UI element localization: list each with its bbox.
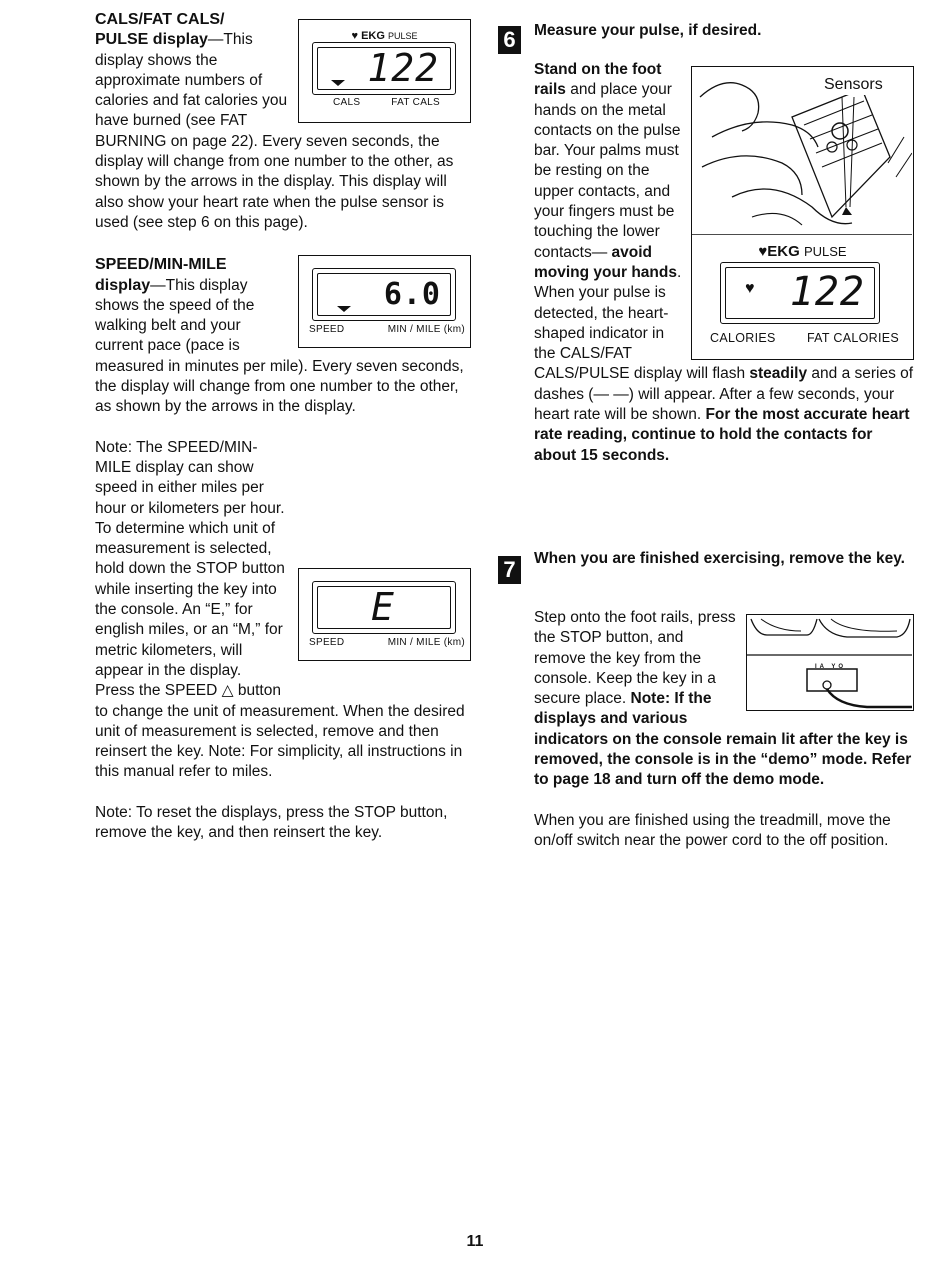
key-figure-label: IA YO <box>815 664 847 670</box>
cals-display-figure <box>298 19 471 123</box>
pulse-figure-value: 122 <box>789 269 865 315</box>
pulse-figure-caption-right: FAT CALORIES <box>806 331 899 345</box>
toggle-arrow-icon <box>331 80 345 86</box>
step-6-number: 6 <box>503 27 516 52</box>
speed-text: —This display shows the speed of the walking belt and your current pace (pace is measured in minutes per mile). Every seven seconds, the display will change from one number to the other, as shown by the arrows in the display. <box>95 276 464 416</box>
speed-section <box>95 255 475 417</box>
step-6-end-1: . <box>676 263 682 281</box>
unit-display-figure <box>298 568 471 661</box>
sensors-label: Sensors <box>822 75 885 95</box>
cals-lcd <box>312 42 456 95</box>
cals-dash: —This <box>207 31 253 49</box>
cals-value: 122 <box>367 46 439 90</box>
speed-caption <box>309 324 465 336</box>
pulse-sensor-figure <box>691 66 914 360</box>
pulse-label: PULSE <box>387 31 418 41</box>
step-6-bold-1: Stand on the foot rails <box>534 61 662 99</box>
speed-value: 6.0 <box>383 277 441 313</box>
unit-caption <box>309 637 465 649</box>
step-7-title-text: When you are finished exercising, remove the key. <box>534 550 905 567</box>
ekg-label: ♥ EKG <box>351 30 385 42</box>
step-6-text-3: and a series of dashes (— —) will appear. After a few seconds, your heart rate will be shown. <box>534 365 914 424</box>
speed-caption-left: SPEED <box>309 324 345 336</box>
step-6-body <box>534 60 914 466</box>
step-7-badge <box>498 556 521 584</box>
unit-value: E <box>371 584 395 629</box>
pulse-figure-lcd <box>720 262 880 324</box>
step-7-bold-1: Note: If the displays and various indicators on the console remain lit after the key is removed, the console is in the “demo” mode. Refer to page 18 and turn off the demo mode. <box>534 690 912 789</box>
step-6-badge <box>498 26 521 54</box>
speed-heading: SPEED/MIN-MILE <box>95 256 227 274</box>
speed-display-figure <box>298 255 471 348</box>
cals-section <box>95 10 475 233</box>
cals-heading: CALS/FAT CALS/ <box>95 11 225 28</box>
heart-indicator-icon: ♥ <box>745 280 755 297</box>
note1-section <box>95 438 475 783</box>
step-7-body <box>534 608 914 851</box>
speed-heading-2: display <box>95 276 151 294</box>
step-7-text-1: Step onto the foot rails, press the STOP button, and remove the key from the console. Keep the key in a secure place. <box>534 609 736 708</box>
step-7-title <box>534 549 914 569</box>
cals-caption <box>333 97 440 109</box>
step-6-text-2: When your pulse is detected, the heart-shaped indicator in the CALS/FAT CALS/PULSE display will flash <box>534 284 746 383</box>
unit-caption-left: SPEED <box>309 636 345 648</box>
pulse-figure-caption-left: CALORIES <box>710 331 776 345</box>
key-removal-figure <box>746 614 914 711</box>
step-6-bold-2: avoid moving your hands <box>534 243 677 281</box>
pulse-figure-ekg-row <box>692 242 913 262</box>
cals-caption-right: FAT CALS <box>391 97 440 108</box>
step-6-title <box>534 21 914 41</box>
step-6-text-1: and place your hands on the metal contacts on the pulse bar. Your palms must be resting on the upper contacts, and your fingers must be touching the lower contacts— <box>534 81 681 261</box>
left-column <box>95 10 475 843</box>
pulse-figure-pulse: PULSE <box>803 244 847 259</box>
note2-text: Note: To reset the displays, press the STOP button, remove the key, and then reinsert the key. <box>95 803 448 841</box>
unit-lcd <box>312 581 456 634</box>
step-7-number: 7 <box>503 557 516 582</box>
pulse-figure-caption <box>710 331 899 345</box>
step-6-bold-4: For the most accurate heart rate reading, continue to hold the contacts for about 15 seconds. <box>534 406 910 464</box>
step-6-bold-3: steadily <box>749 365 808 383</box>
toggle-arrow-icon <box>337 306 351 312</box>
speed-lcd <box>312 268 456 321</box>
speed-caption-right: MIN / MILE (km) <box>387 324 465 336</box>
cals-text: display shows the approximate numbers of calories and fat calories you have burned (see FAT BURNING on page 22). Every seven seconds, the display will change from one number to the other, as shown by the arrows in the display. This display will also show your heart rate when the pulse sensor is used (see step 6 on this page). <box>95 51 454 231</box>
page-number: 11 <box>466 1233 484 1250</box>
pulse-figure-ekg: ♥EKG <box>758 243 800 260</box>
cals-heading-2: PULSE display <box>95 31 208 49</box>
note1-text: Note: The SPEED/MIN-MILE display can show speed in either miles per hour or kilometers per hour. To determine which unit of measurement is selected, hold down the STOP button while inserting the key into the console. An “E,” for english miles, or an “M,” for metric kilometers, will appear in the display. Press the SPEED △ button to change the unit of measurement. When the desired unit of measurement is selected, remove and then reinsert the key. Note: For simplicity, all instructions in this manual refer to miles. <box>95 438 465 781</box>
step-7-paragraph-2: When you are finished using the treadmill, move the on/off switch near the power cord to the off position. <box>534 811 891 849</box>
cals-caption-left: CALS <box>333 97 361 108</box>
unit-caption-right: MIN / MILE (km) <box>387 636 465 648</box>
step-6-title-text: Measure your pulse, if desired. <box>534 22 762 39</box>
